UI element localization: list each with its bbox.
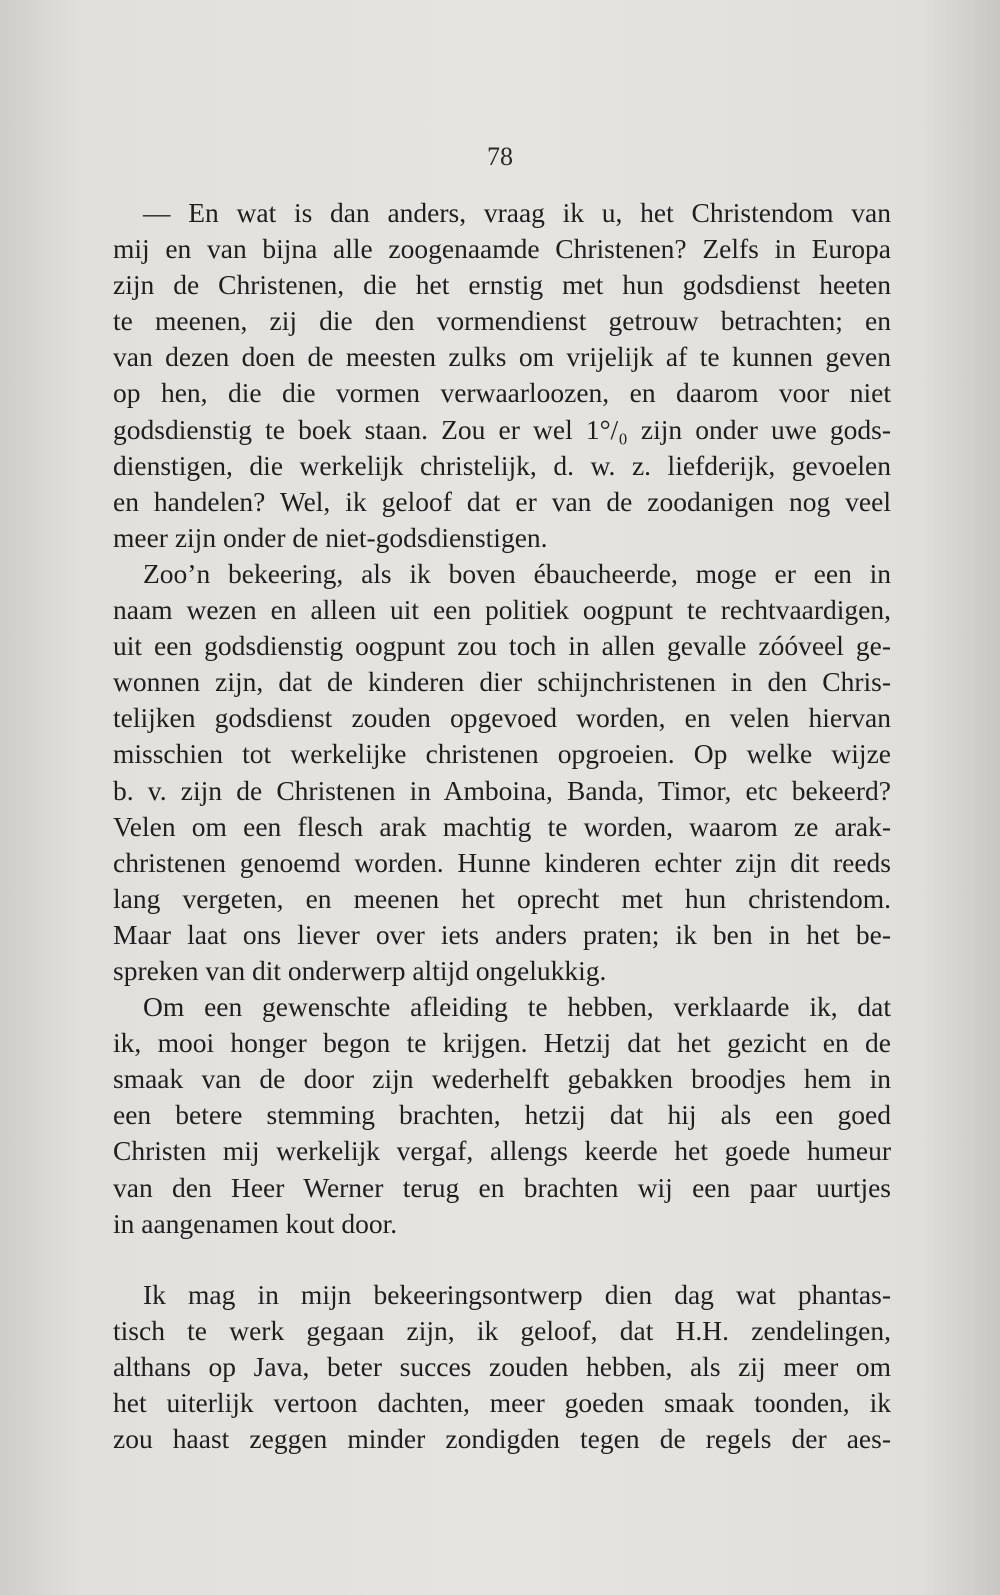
text-line: christenen genoemd worden. Hunne kinderen echter zijn dit reeds (113, 846, 891, 878)
text-line: Ik mag in mijn bekeeringsontwerp dien dag wat phantas- (143, 1278, 891, 1310)
text-line: godsdienstig te boek staan. Zou er wel 1°/₀ zijn onder uwe gods- (113, 413, 891, 445)
text-line: lang vergeten, en meenen het oprecht met hun christendom. (113, 882, 891, 914)
paragraph (113, 1277, 891, 1457)
page-number: 78 (487, 142, 513, 171)
text-line: op hen, die die vormen verwaarloozen, en daarom voor niet (113, 377, 891, 409)
text-line: misschien tot werkelijke christenen opgroeien. Op welke wijze (113, 738, 891, 770)
text-line: uit een godsdienstig oogpunt zou toch in allen gevalle zóóveel ge- (113, 630, 891, 662)
paragraph (113, 195, 891, 556)
section-break (113, 1242, 891, 1277)
body-text (113, 195, 891, 1457)
text-line: dienstigen, die werkelijk christelijk, d. w. z. liefderijk, gevoelen (113, 449, 891, 481)
text-line: smaak van de door zijn wederhelft gebakken broodjes hem in (113, 1063, 891, 1095)
text-line: althans op Java, beter succes zouden hebben, als zij meer om (113, 1350, 891, 1382)
text-line: tisch te werk gegaan zijn, ik geloof, dat H.H. zendelingen, (113, 1314, 891, 1346)
text-line: spreken van dit onderwerp altijd ongelukkig. (113, 954, 607, 986)
paragraph (113, 989, 891, 1242)
text-line: mij en van bijna alle zoogenaamde Christenen? Zelfs in Europa (113, 233, 891, 265)
text-line: — En wat is dan anders, vraag ik u, het Christendom van (143, 197, 891, 228)
text-line: b. v. zijn de Christenen in Amboina, Banda, Timor, etc bekeerd? (113, 774, 891, 806)
text-line: zou haast zeggen minder zondigden tegen de regels der aes- (113, 1423, 891, 1455)
text-line: en handelen? Wel, ik geloof dat er van de zoodanigen nog veel (113, 485, 891, 517)
text-line: Maar laat ons liever over iets anders praten; ik ben in het be- (113, 918, 891, 950)
text-line: Zoo’n bekeering, als ik boven ébaucheerde, moge er een in (143, 557, 891, 589)
text-line: Om een gewenschte afleiding te hebben, verklaarde ik, dat (143, 991, 891, 1023)
text-line: te meenen, zij die den vormendienst getrouw betrachten; en (113, 305, 891, 337)
text-line: Christen mij werkelijk vergaf, allengs keerde het goede humeur (113, 1135, 891, 1167)
text-line: van dezen doen de meesten zulks om vrijelijk af te kunnen geven (113, 341, 891, 373)
paragraph (113, 556, 891, 989)
text-line: telijken godsdienst zouden opgevoed worden, en velen hiervan (113, 702, 891, 734)
text-line: Velen om een flesch arak machtig te worden, waarom ze arak- (113, 810, 891, 842)
text-line: in aangenamen kout door. (113, 1207, 398, 1239)
text-line: wonnen zijn, dat de kinderen dier schijnchristenen in den Chris- (113, 666, 891, 698)
text-line: een betere stemming brachten, hetzij dat hij als een goed (113, 1099, 891, 1131)
text-line: het uiterlijk vertoon dachten, meer goeden smaak toonden, ik (113, 1387, 891, 1418)
text-line: van den Heer Werner terug en brachten wij een paar uurtjes (113, 1171, 891, 1203)
text-line: naam wezen en alleen uit een politiek oogpunt te rechtvaardigen, (113, 594, 891, 626)
text-line: meer zijn onder de niet-godsdienstigen. (113, 521, 548, 553)
text-line: zijn de Christenen, die het ernstig met hun godsdienst heeten (113, 269, 891, 301)
text-line: ik, mooi honger begon te krijgen. Hetzij dat het gezicht en de (113, 1027, 891, 1059)
